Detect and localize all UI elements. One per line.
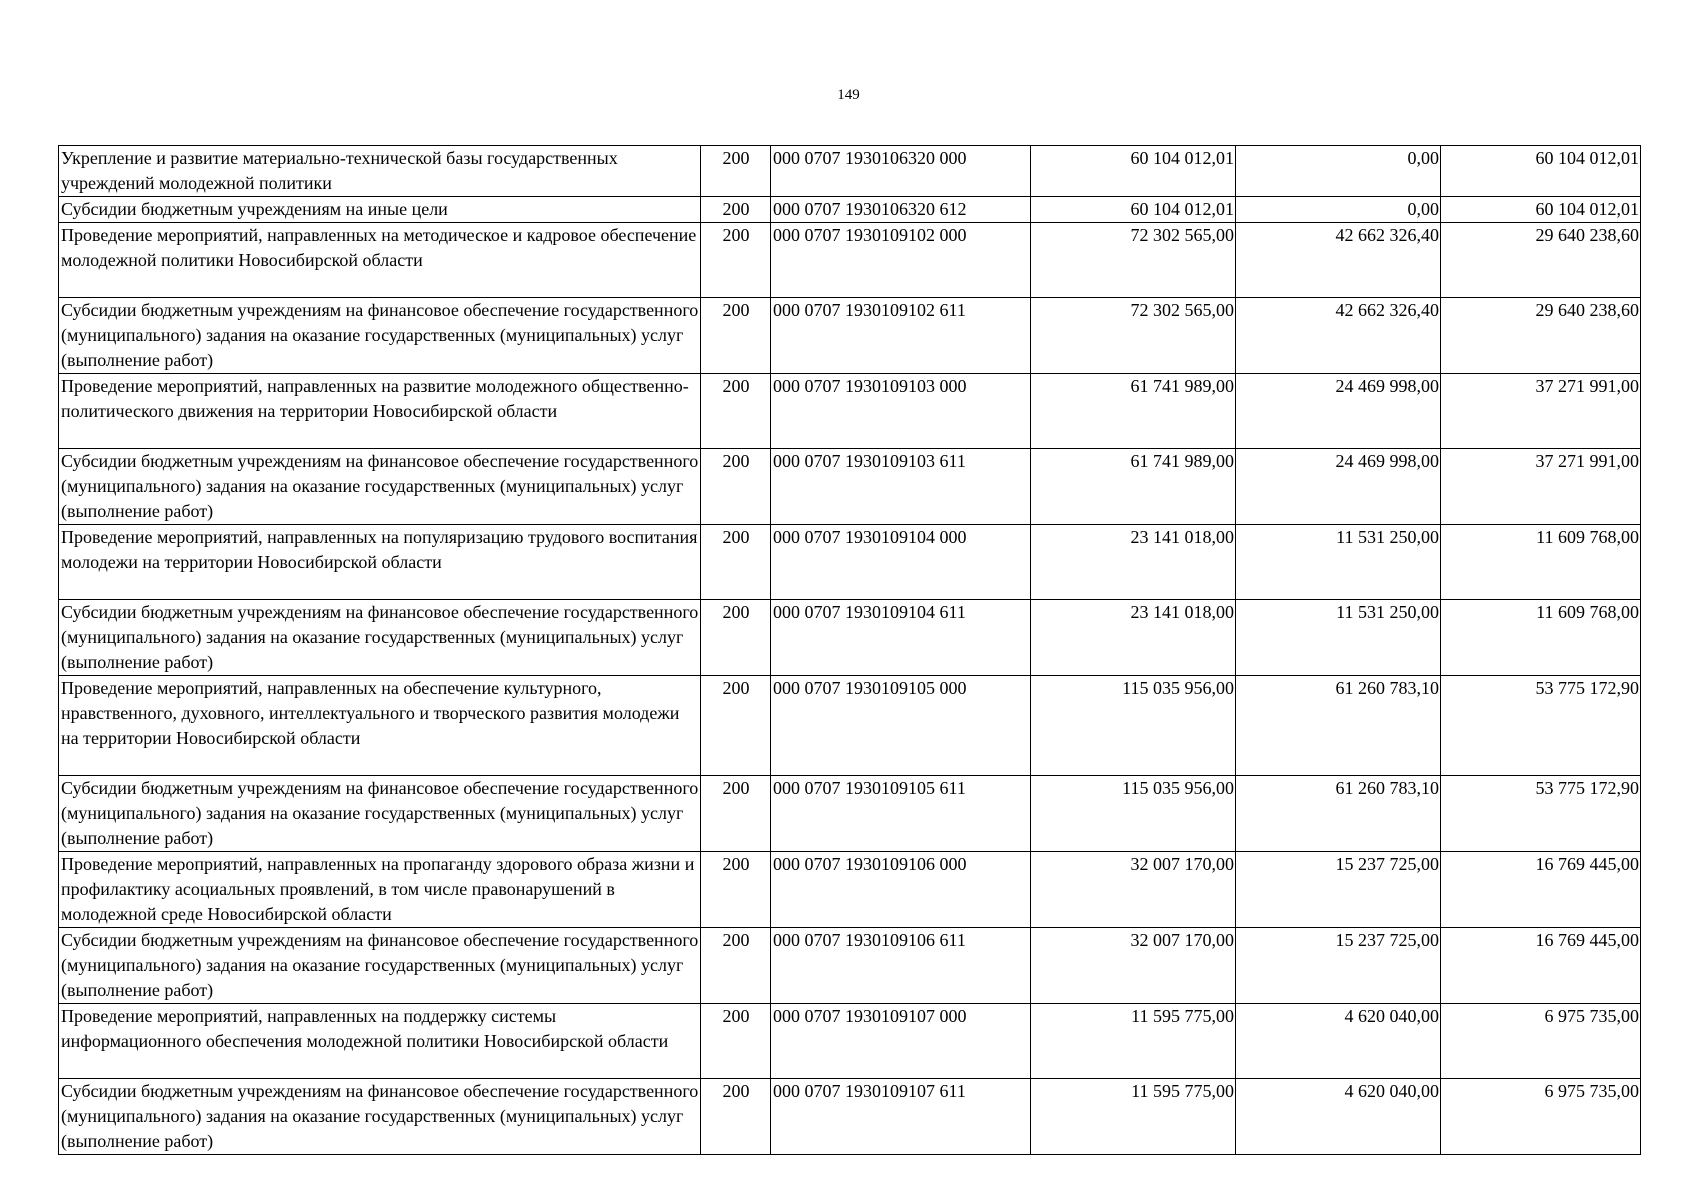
row-unexecuted: 53 775 172,90 — [1441, 776, 1641, 852]
table-row — [59, 676, 1641, 776]
row-unexecuted: 60 104 012,01 — [1441, 146, 1641, 197]
table-row — [59, 776, 1641, 852]
row-kbk: 000 0707 1930106320 612 — [771, 197, 1031, 223]
row-kbk: 000 0707 1930109102 611 — [771, 298, 1031, 374]
row-code: 200 — [701, 928, 771, 1004]
row-executed: 61 260 783,10 — [1236, 776, 1441, 852]
row-executed: 61 260 783,10 — [1236, 676, 1441, 776]
row-kbk: 000 0707 1930109104 000 — [771, 525, 1031, 600]
table-row — [59, 600, 1641, 676]
table-row — [59, 525, 1641, 600]
row-kbk: 000 0707 1930109102 000 — [771, 223, 1031, 298]
row-executed: 0,00 — [1236, 146, 1441, 197]
row-approved: 23 141 018,00 — [1031, 525, 1236, 600]
row-name: Проведение мероприятий, направленных на методическое и кадровое обеспечение молодежной политики Новосибирской области — [59, 223, 701, 298]
row-kbk: 000 0707 1930109105 000 — [771, 676, 1031, 776]
table-row — [59, 223, 1641, 298]
row-executed: 15 237 725,00 — [1236, 852, 1441, 928]
row-unexecuted: 37 271 991,00 — [1441, 374, 1641, 449]
budget-table — [58, 145, 1641, 1155]
table-row — [59, 146, 1641, 197]
row-kbk: 000 0707 1930109107 000 — [771, 1004, 1031, 1079]
table-row — [59, 928, 1641, 1004]
row-unexecuted: 6 975 735,00 — [1441, 1079, 1641, 1155]
row-unexecuted: 11 609 768,00 — [1441, 525, 1641, 600]
row-approved: 115 035 956,00 — [1031, 776, 1236, 852]
row-executed: 11 531 250,00 — [1236, 600, 1441, 676]
row-name: Проведение мероприятий, направленных на поддержку системы информационного обеспечения молодежной политики Новосибирской области — [59, 1004, 701, 1079]
table-row — [59, 374, 1641, 449]
row-kbk: 000 0707 1930109107 611 — [771, 1079, 1031, 1155]
row-name: Субсидии бюджетным учреждениям на финансовое обеспечение государственного (муниципального) задания на оказание государственных (муниципальных) услуг (выполнение работ) — [59, 776, 701, 852]
row-name: Проведение мероприятий, направленных на популяризацию трудового воспитания молодежи на территории Новосибирской области — [59, 525, 701, 600]
row-unexecuted: 6 975 735,00 — [1441, 1004, 1641, 1079]
row-kbk: 000 0707 1930109106 611 — [771, 928, 1031, 1004]
row-approved: 72 302 565,00 — [1031, 223, 1236, 298]
row-code: 200 — [701, 197, 771, 223]
row-unexecuted: 29 640 238,60 — [1441, 223, 1641, 298]
row-unexecuted: 53 775 172,90 — [1441, 676, 1641, 776]
row-kbk: 000 0707 1930109103 000 — [771, 374, 1031, 449]
row-unexecuted: 60 104 012,01 — [1441, 197, 1641, 223]
row-name: Проведение мероприятий, направленных на пропаганду здорового образа жизни и профилактику асоциальных проявлений, в том числе правонарушений в молодежной среде Новосибирской области — [59, 852, 701, 928]
row-kbk: 000 0707 1930109106 000 — [771, 852, 1031, 928]
row-approved: 11 595 775,00 — [1031, 1004, 1236, 1079]
row-approved: 11 595 775,00 — [1031, 1079, 1236, 1155]
row-name: Субсидии бюджетным учреждениям на финансовое обеспечение государственного (муниципального) задания на оказание государственных (муниципальных) услуг (выполнение работ) — [59, 1079, 701, 1155]
row-code: 200 — [701, 146, 771, 197]
row-approved: 23 141 018,00 — [1031, 600, 1236, 676]
row-executed: 24 469 998,00 — [1236, 374, 1441, 449]
table-row — [59, 852, 1641, 928]
row-code: 200 — [701, 776, 771, 852]
row-code: 200 — [701, 223, 771, 298]
row-name: Субсидии бюджетным учреждениям на финансовое обеспечение государственного (муниципального) задания на оказание государственных (муниципальных) услуг (выполнение работ) — [59, 449, 701, 525]
row-executed: 15 237 725,00 — [1236, 928, 1441, 1004]
row-name: Субсидии бюджетным учреждениям на финансовое обеспечение государственного (муниципального) задания на оказание государственных (муниципальных) услуг (выполнение работ) — [59, 928, 701, 1004]
row-approved: 61 741 989,00 — [1031, 374, 1236, 449]
row-code: 200 — [701, 525, 771, 600]
row-approved: 72 302 565,00 — [1031, 298, 1236, 374]
row-kbk: 000 0707 1930106320 000 — [771, 146, 1031, 197]
row-code: 200 — [701, 298, 771, 374]
row-executed: 4 620 040,00 — [1236, 1079, 1441, 1155]
row-approved: 115 035 956,00 — [1031, 676, 1236, 776]
row-unexecuted: 11 609 768,00 — [1441, 600, 1641, 676]
row-code: 200 — [701, 600, 771, 676]
row-code: 200 — [701, 852, 771, 928]
row-executed: 42 662 326,40 — [1236, 223, 1441, 298]
table-row — [59, 197, 1641, 223]
row-unexecuted: 16 769 445,00 — [1441, 928, 1641, 1004]
row-executed: 4 620 040,00 — [1236, 1004, 1441, 1079]
budget-table-body — [59, 146, 1641, 1155]
row-code: 200 — [701, 1079, 771, 1155]
table-row — [59, 298, 1641, 374]
table-row — [59, 1079, 1641, 1155]
table-row — [59, 449, 1641, 525]
row-approved: 32 007 170,00 — [1031, 928, 1236, 1004]
row-executed: 0,00 — [1236, 197, 1441, 223]
row-name: Субсидии бюджетным учреждениям на иные цели — [59, 197, 701, 223]
row-unexecuted: 16 769 445,00 — [1441, 852, 1641, 928]
row-executed: 24 469 998,00 — [1236, 449, 1441, 525]
row-approved: 61 741 989,00 — [1031, 449, 1236, 525]
row-kbk: 000 0707 1930109103 611 — [771, 449, 1031, 525]
row-executed: 42 662 326,40 — [1236, 298, 1441, 374]
row-executed: 11 531 250,00 — [1236, 525, 1441, 600]
page-number: 149 — [837, 87, 860, 103]
row-unexecuted: 29 640 238,60 — [1441, 298, 1641, 374]
row-kbk: 000 0707 1930109104 611 — [771, 600, 1031, 676]
row-unexecuted: 37 271 991,00 — [1441, 449, 1641, 525]
row-name: Субсидии бюджетным учреждениям на финансовое обеспечение государственного (муниципального) задания на оказание государственных (муниципальных) услуг (выполнение работ) — [59, 298, 701, 374]
row-code: 200 — [701, 1004, 771, 1079]
row-approved: 60 104 012,01 — [1031, 197, 1236, 223]
row-approved: 60 104 012,01 — [1031, 146, 1236, 197]
table-row — [59, 1004, 1641, 1079]
row-name: Субсидии бюджетным учреждениям на финансовое обеспечение государственного (муниципального) задания на оказание государственных (муниципальных) услуг (выполнение работ) — [59, 600, 701, 676]
row-code: 200 — [701, 374, 771, 449]
row-kbk: 000 0707 1930109105 611 — [771, 776, 1031, 852]
row-name: Проведение мероприятий, направленных на обеспечение культурного, нравственного, духовного, интеллектуального и творческого развития молодежи на территории Новосибирской области — [59, 676, 701, 776]
row-name: Проведение мероприятий, направленных на развитие молодежного общественно-политического движения на территории Новосибирской области — [59, 374, 701, 449]
row-code: 200 — [701, 449, 771, 525]
row-code: 200 — [701, 676, 771, 776]
row-approved: 32 007 170,00 — [1031, 852, 1236, 928]
row-name: Укрепление и развитие материально-технической базы государственных учреждений молодежной политики — [59, 146, 701, 197]
